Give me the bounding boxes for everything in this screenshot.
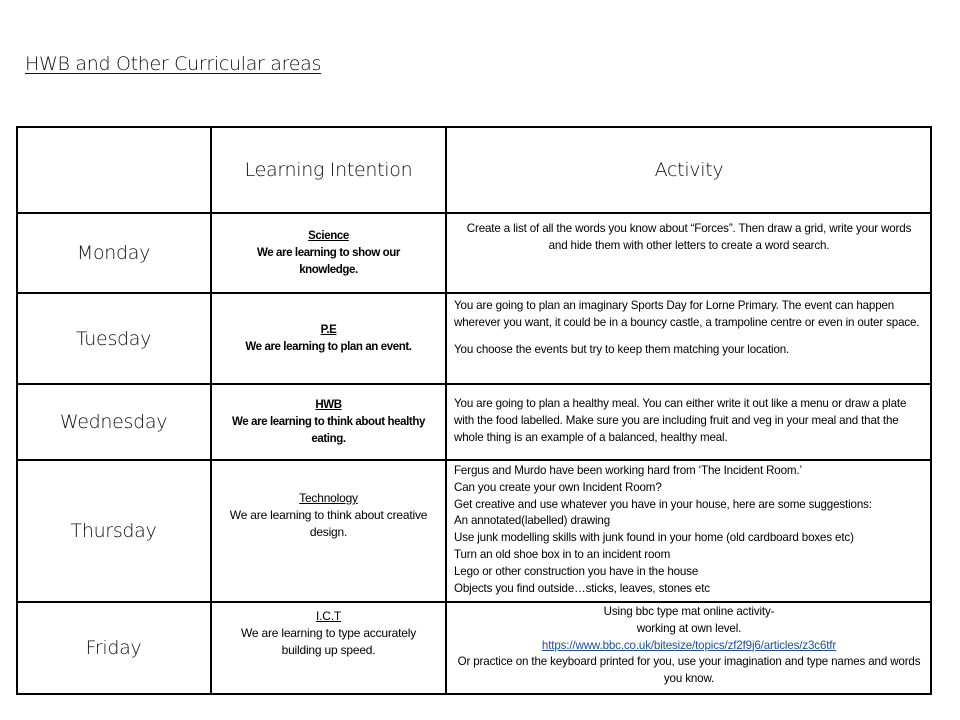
table-row-tuesday-intention xyxy=(211,293,446,384)
header-day-cell xyxy=(16,126,211,213)
activity-line: Fergus and Murdo have been working hard from ‘The Incident Room.’ xyxy=(454,464,802,477)
table-row-wednesday-activity xyxy=(446,384,932,460)
timetable xyxy=(16,126,932,694)
column-divider xyxy=(445,126,447,695)
header-activity: Activity xyxy=(654,158,724,181)
header-activity-cell xyxy=(446,126,932,213)
table-row-friday-intention xyxy=(211,602,446,694)
table-row-monday-intention xyxy=(211,213,446,293)
day-label: Tuesday xyxy=(75,327,152,350)
page-title: HWB and Other Curricular areas xyxy=(25,53,322,75)
table-row-tuesday-day xyxy=(16,293,211,384)
row-divider xyxy=(16,459,932,461)
intention-text: We are learning to type accurately building up speed. xyxy=(240,626,417,657)
row-divider xyxy=(16,383,932,385)
header-learning-intention: Learning Intention xyxy=(244,158,413,181)
table-row-thursday-intention xyxy=(211,460,446,602)
activity-text: Create a list of all the words you know about “Forces”. Then draw a grid, write your words and hide them with other letters to create a word search. xyxy=(466,222,912,252)
row-divider xyxy=(16,601,932,603)
subject-label: P.E xyxy=(320,323,337,336)
activity-line: Using bbc type mat online activity- xyxy=(603,605,775,618)
day-label: Wednesday xyxy=(59,411,168,433)
intention-text: We are learning to think about creative design. xyxy=(229,508,428,539)
subject-label: HWB xyxy=(315,398,342,411)
activity-text: You are going to plan a healthy meal. You can either write it out like a menu or draw a plate with the food labelled. Make sure you are including fruit and veg in your meal and that the whole thing is an example of a balanced, healthy meal. xyxy=(454,397,907,444)
day-label: Thursday xyxy=(70,520,157,542)
intention-text: We are learning to show our knowledge. xyxy=(257,246,400,276)
subject-label: Technology xyxy=(299,491,358,505)
table-border-top xyxy=(16,126,932,128)
table-row-friday-activity xyxy=(446,602,932,694)
activity-line: Can you create your own Incident Room? xyxy=(454,480,662,494)
intention-text: We are learning to think about healthy eating. xyxy=(232,415,425,445)
activity-line: Lego or other construction you have in the house xyxy=(454,564,699,578)
table-row-wednesday-day xyxy=(16,384,211,460)
table-border-left xyxy=(16,126,18,695)
table-row-thursday-activity xyxy=(446,460,932,602)
activity-text: You choose the events but try to keep them matching your location. xyxy=(454,342,790,356)
table-row-monday-day xyxy=(16,213,211,293)
row-divider xyxy=(16,292,932,294)
activity-line: working at own level. xyxy=(636,621,742,635)
day-label: Monday xyxy=(76,242,151,264)
table-row-tuesday-activity xyxy=(446,293,932,384)
table-border-right xyxy=(930,126,932,695)
header-learning-intention-cell xyxy=(211,126,446,213)
activity-line: An annotated(labelled) drawing xyxy=(454,514,610,528)
activity-line: Objects you find outside…sticks, leaves, stones etc xyxy=(454,581,710,595)
subject-label: I.C.T xyxy=(316,609,341,623)
subject-label: Science xyxy=(308,229,349,242)
activity-line: Turn an old shoe box in to an incident room xyxy=(454,547,671,561)
table-row-wednesday-intention xyxy=(211,384,446,460)
activity-text: You are going to plan an imaginary Sports Day for Lorne Primary. The event can happen wherever you want, it could be in a bouncy castle, a trampoline centre or even in outer space. xyxy=(454,299,920,329)
bbc-typing-link[interactable]: https://www.bbc.co.uk/bitesize/topics/zf2f9j6/articles/z3c6tfr xyxy=(541,638,837,652)
activity-line: Use junk modelling skills with junk found in your home (old cardboard boxes etc) xyxy=(454,531,854,545)
activity-line: Or practice on the keyboard printed for you, use your imagination and type names and words you know. xyxy=(457,655,921,686)
table-row-thursday-day xyxy=(16,460,211,602)
table-row-friday-day xyxy=(16,602,211,694)
table-row-monday-activity xyxy=(446,213,932,293)
intention-text: We are learning to plan an event. xyxy=(245,340,412,353)
day-label: Friday xyxy=(85,637,142,659)
table-border-bottom xyxy=(16,693,932,695)
column-divider xyxy=(210,126,212,695)
row-divider xyxy=(16,212,932,214)
activity-line: Get creative and use whatever you have in your house, here are some suggestions: xyxy=(454,497,872,511)
